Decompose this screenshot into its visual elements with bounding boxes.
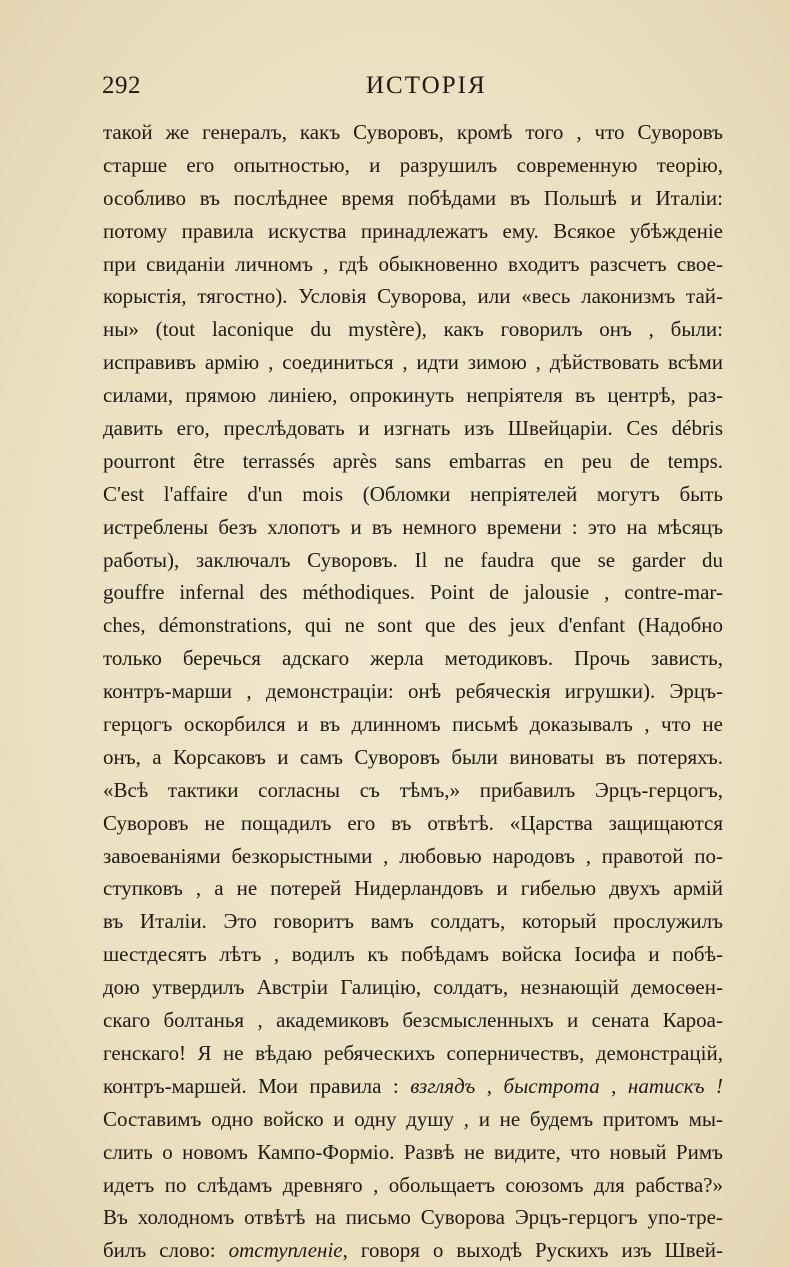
line-text: скаго болтанья , академиковъ безсмысленныхъ и сената Кароа- — [103, 1008, 723, 1033]
line-text: дою утвердилъ Австріи Галицію, солдатъ, незнающій демосѳен- — [103, 975, 723, 1000]
text-line — [103, 708, 723, 741]
text-line — [103, 1234, 723, 1267]
text-line — [103, 938, 723, 971]
running-title: ИСТОРІЯ — [366, 72, 487, 99]
line-text: силами, прямою линіею, опрокинуть непріятеля въ центрѣ, раз- — [103, 383, 723, 408]
text-line — [103, 511, 723, 544]
text-line — [103, 182, 723, 215]
line-text: потому правила искуства принадлежатъ ему. Всякое убѣжденіе — [103, 218, 723, 243]
text-line — [103, 215, 723, 248]
line-text: ступковъ , а не потерей Нидерландовъ и гибелью двухъ армій — [103, 876, 723, 901]
text-line — [103, 642, 723, 675]
text-line — [103, 1070, 723, 1103]
text-line — [103, 1136, 723, 1169]
text-line — [103, 905, 723, 938]
line-text: gouffre infernal des méthodiques. Point de jalousie , contre-mar- — [103, 580, 723, 605]
line-text: , говоря о выходѣ Рускихъ изъ Швей- — [342, 1238, 723, 1263]
text-line — [103, 280, 723, 313]
text-line — [103, 445, 723, 478]
italic-text: отступленіе — [228, 1238, 343, 1263]
text-line — [103, 1004, 723, 1037]
line-text: «Всѣ тактики согласны съ тѣмъ,» прибавилъ Эрцъ-герцогъ, — [103, 777, 723, 802]
line-text: особливо въ послѣднее время побѣдами въ Польшѣ и Италіи: — [103, 185, 723, 210]
line-text: контръ-маршей. Мои правила : — [103, 1073, 411, 1098]
text-line — [103, 379, 723, 412]
line-text: въ Италіи. Это говоритъ вамъ солдатъ, который прослужилъ — [103, 909, 723, 934]
text-line — [103, 149, 723, 182]
line-text: корыстія, тягостно). Условія Суворова, или «весь лаконизмъ тай- — [103, 284, 723, 309]
line-text: генскаго! Я не вѣдаю ребяческихъ соперничествъ, демонстрацій, — [103, 1040, 723, 1065]
line-text: шестдесятъ лѣтъ , водилъ къ побѣдамъ войска Іосифа и побѣ- — [103, 942, 723, 967]
page-number: 292 — [102, 72, 141, 99]
text-line — [103, 741, 723, 774]
text-line — [103, 971, 723, 1004]
text-line — [103, 609, 723, 642]
line-text: контръ-марши , демонстраціи: онѣ ребяческія игрушки). Эрцъ- — [103, 679, 723, 704]
line-text: ны» (tout laconique du mystère), какъ говорилъ онъ , были: — [103, 317, 723, 342]
body-text — [103, 116, 723, 1267]
line-text: старше его опытностью, и разрушилъ современную теорію, — [103, 152, 723, 177]
line-text: идетъ по слѣдамъ древняго , обольщаетъ союзомъ для рабства?» — [103, 1172, 723, 1197]
line-text: ches, démonstrations, qui ne sont que des jeux d'enfant (Надобно — [103, 613, 723, 638]
text-line — [103, 576, 723, 609]
line-text: истреблены безъ хлопотъ и въ немного времени : это на мѣсяцъ — [103, 514, 723, 539]
running-head — [102, 72, 722, 106]
text-line — [103, 807, 723, 840]
line-text: давить его, преслѣдовать и изгнать изъ Швейцаріи. Ces débris — [103, 416, 723, 441]
text-line — [103, 1201, 723, 1234]
text-line — [103, 774, 723, 807]
text-line — [103, 872, 723, 905]
text-line — [103, 116, 723, 149]
line-text: герцогъ оскорбился и въ длинномъ письмѣ доказывалъ , что не — [103, 712, 723, 737]
text-line — [103, 1037, 723, 1070]
line-text: билъ слово: — [103, 1238, 229, 1263]
line-text: Въ холодномъ отвѣтѣ на письмо Суворова Эрцъ-герцогъ упо-тре- — [103, 1205, 723, 1230]
text-line — [103, 840, 723, 873]
line-text: завоеваніями безкорыстными , любовью народовъ , правотой по- — [103, 843, 723, 868]
line-text: Суворовъ не пощадилъ его въ отвѣтѣ. «Царства защищаются — [103, 810, 723, 835]
line-text: такой же генералъ, какъ Суворовъ, кромѣ того , что Суворовъ — [103, 120, 723, 144]
text-line — [103, 1103, 723, 1136]
text-line — [103, 313, 723, 346]
text-line — [103, 248, 723, 281]
text-line — [103, 412, 723, 445]
text-line — [103, 346, 723, 379]
line-text: работы), заключалъ Суворовъ. Il ne faudra que se garder du — [103, 547, 723, 572]
line-text: только беречься адскаго жерла методиковъ. Прочь зависть, — [103, 646, 723, 671]
line-text: онъ, а Корсаковъ и самъ Суворовъ были виноваты въ потеряхъ. — [103, 744, 723, 769]
line-text: при свиданіи личномъ , гдѣ обыкновенно входитъ разсчетъ свое- — [103, 251, 723, 276]
line-text: Составимъ одно войско и одну душу , и не будемъ притомъ мы- — [103, 1106, 723, 1131]
line-text: pourront être terrassés après sans embarras en peu de temps. — [103, 448, 723, 473]
line-text: исправивъ армію , соединиться , идти зимою , дѣйствовать всѣми — [103, 350, 723, 375]
line-text: C'est l'affaire d'un mois (Обломки непріятелей могутъ быть — [103, 481, 723, 506]
text-line — [103, 675, 723, 708]
text-line — [103, 544, 723, 577]
text-line — [103, 1169, 723, 1202]
text-line — [103, 478, 723, 511]
italic-text: взглядъ , быстрота , натискъ ! — [410, 1073, 723, 1098]
line-text: слить о новомъ Кампо-Форміо. Развѣ не видите, что новый Римъ — [103, 1139, 723, 1164]
